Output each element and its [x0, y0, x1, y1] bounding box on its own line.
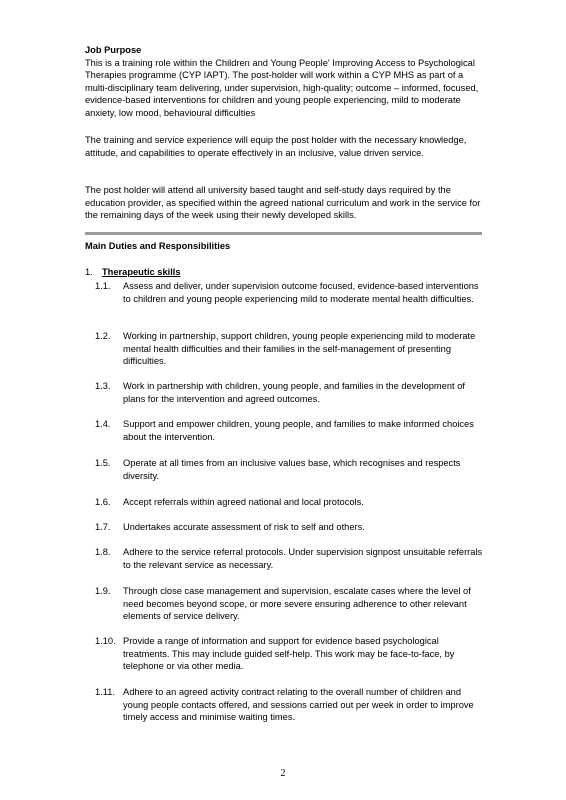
job-purpose-heading: Job Purpose — [85, 45, 142, 55]
page-number: 2 — [280, 768, 286, 779]
main-duties-heading-block — [85, 240, 485, 253]
list-item-text: Adhere to the service referral protocols. Under supervision signpost unsuitable referrals to the relevant service as necessary. — [123, 547, 483, 570]
list-item-number: 1.4. — [95, 419, 111, 429]
list-item-text: Working in partnership, support children, young people experiencing mild to moderate mental health difficulties and their families in the self-management of presenting difficulties. — [123, 331, 476, 367]
list-item-number: 1.7. — [95, 522, 111, 532]
job-purpose-paragraph: The training and service experience will equip the post holder with the necessary knowledge, attitude, and capabilities to operate effectively in an inclusive, value driven service. — [85, 135, 467, 158]
section-number: 1. — [85, 267, 93, 277]
list-item-number: 1.8. — [95, 547, 111, 557]
section-divider — [85, 232, 482, 235]
list-item-number: 1.11. — [95, 687, 115, 697]
job-purpose-paragraph: This is a training role within the Children and Young People' Improving Access to Psychological Therapies programme (CYP IAPT). The post-holder will work within a CYP MHS as part of a multi-disciplinary team delivering, under supervision, high-quality; outcome – informed, focused, evidence-based interventions for children and young people experiencing, mild to moderate anxiety, low mood, behavioural difficulties — [85, 57, 479, 118]
list-item-text: Provide a range of information and support for evidence based psychological treatments. This may include guided self-help. This work may be face-to-face, by telephone or via other media. — [123, 636, 455, 672]
list-item-number: 1.6. — [95, 497, 111, 507]
list-item-text: Operate at all times from an inclusive values base, which recognises and respects diversity. — [123, 458, 461, 481]
list-item-text: Assess and deliver, under supervision outcome focused, evidence-based interventions to children and young people experiencing mild to moderate mental health difficulties. — [123, 281, 479, 304]
list-item-text: Adhere to an agreed activity contract relating to the overall number of children and young people contacts offered, and sessions carried out per week in order to improve timely access and minimise waiting times. — [123, 687, 474, 723]
list-item-number: 1.10. — [95, 636, 116, 646]
list-item-number: 1.3. — [95, 381, 111, 391]
list-item-number: 1.2. — [95, 331, 111, 341]
list-item-number: 1.9. — [95, 586, 111, 596]
list-item-text: Support and empower children, young people, and families to make informed choices about the intervention. — [123, 419, 474, 442]
main-duties-heading: Main Duties and Responsibilities — [85, 241, 231, 251]
job-purpose-paragraph-3-block — [85, 184, 485, 222]
list-item-number: 1.1. — [95, 281, 111, 291]
list-item-text: Work in partnership with children, young people, and families in the development of plans for the intervention and agreed outcomes. — [123, 381, 465, 404]
list-item-text: Through close case management and supervision, escalate cases where the level of need becomes beyond scope, or more severe ensuring adherence to other relevant elements of service delivery. — [123, 586, 471, 622]
job-purpose-paragraph: The post holder will attend all university based taught and self-study days required by the education provider, as specified within the agreed national curriculum and work in the service for the remaining days of the week using their newly developed skills. — [85, 185, 481, 221]
section-title: Therapeutic skills — [102, 267, 181, 277]
job-purpose-section — [85, 44, 485, 120]
list-item-text: Accept referrals within agreed national and local protocols. — [123, 497, 364, 507]
list-item-text: Undertakes accurate assessment of risk to self and others. — [123, 522, 365, 532]
section-therapeutic-skills — [85, 266, 181, 279]
job-purpose-paragraph-2-block — [85, 134, 485, 159]
list-item-number: 1.5. — [95, 458, 111, 468]
